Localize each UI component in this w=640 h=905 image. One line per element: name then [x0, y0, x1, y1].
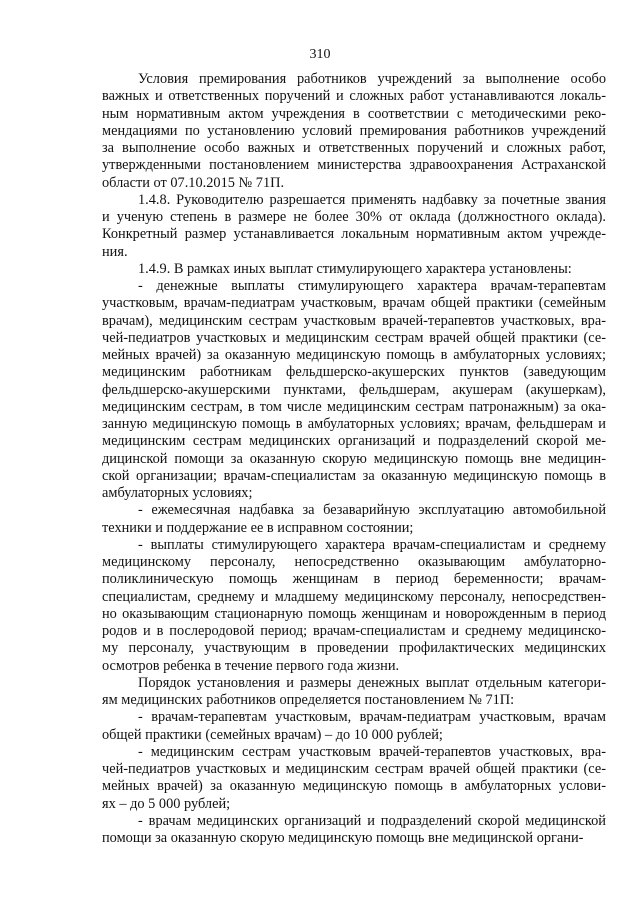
text-line: общей практики (семейных врачам) – до 10 000 рублей; — [102, 726, 443, 743]
text-line: за выполнение особо важных и ответственных поручений и сложных работ, — [102, 140, 606, 156]
text-line: - выплаты стимулирующего характера врачам-специалистам и среднему — [138, 536, 606, 553]
text-line: му персоналу, участвующим в проведении профилактических медицинских — [102, 640, 606, 657]
text-line: области от 07.10.2015 № 71П. — [102, 174, 285, 191]
text-line: чей-педиатров участковых и медицинским сестрам врачей общей практики (се- — [102, 329, 606, 346]
paragraph — [102, 278, 606, 502]
paragraph — [102, 744, 606, 813]
text-line: 1.4.9. В рамках иных выплат стимулирующего характера установлены: — [138, 260, 572, 277]
text-line: но оказывающим стационарную помощь женщинам и новорожденным в период — [102, 605, 606, 622]
text-line: осмотров ребенка в течение первого года жизни. — [102, 657, 400, 674]
text-line: помощи за оказанную скорую медицинскую помощь вне медицинской органи- — [102, 830, 584, 846]
text-line: врачам), медицинским сестрам участковым врачей-терапевтов участковых, вра- — [102, 312, 606, 329]
text-line: - врачам-терапевтам участковым, врачам-педиатрам участковым, врачам — [138, 709, 606, 726]
text-line: утвержденными постановлением министерства здравоохранения Астраханской — [102, 157, 606, 174]
text-line: поликлиническую помощь женщинам в период беременности; врачам- — [102, 571, 606, 588]
text-line: амбулаторных условиях; — [102, 485, 253, 501]
text-line: Условия премирования работников учреждений за выполнение особо — [138, 71, 606, 87]
text-line: ным нормативным актом учреждения в соответствии с методическими реко- — [102, 105, 606, 122]
text-line: специалистам, среднему и младшему медицинскому персоналу, непосредствен- — [102, 588, 606, 605]
text-line: ям медицинских работников определяется постановлением № 71П: — [102, 692, 515, 708]
text-line: медицинским работникам фельдшерско-акушерских пунктов (заведующим — [102, 364, 606, 381]
text-line: - медицинским сестрам участковым врачей-терапевтов участковых, вра- — [138, 743, 606, 760]
text-line: чей-педиатров участковых и медицинским сестрам врачей общей практики (се- — [102, 761, 606, 777]
text-line: ях – до 5 000 рублей; — [102, 795, 231, 812]
paragraph — [102, 675, 606, 710]
body-text — [102, 71, 606, 847]
text-line: мейных врачей) за оказанную медицинскую помощь в амбулаторных услови- — [102, 778, 606, 795]
text-line: мейных врачей) за оказанную медицинскую помощь в амбулаторных условиях; — [102, 347, 606, 363]
paragraph — [102, 192, 606, 261]
text-line: фельдшерско-акушерскими пунктами, фельдшерам, акушерам (акушеркам), — [102, 381, 606, 398]
text-line: - ежемесячная надбавка за безаварийную эксплуатацию автомобильной — [138, 502, 606, 519]
text-line: ской организации; врачам-специалистам за оказанную медицинскую помощь в — [102, 467, 606, 484]
paragraph — [102, 261, 606, 278]
text-line: мендациями по установлению условий премирования работников учреждений — [102, 122, 606, 139]
text-line: 1.4.8. Руководителю разрешается применять надбавку за почетные звания — [138, 191, 606, 208]
text-line: занную медицинскую помощь в амбулаторных условиях; врачам, фельдшерам и — [102, 416, 606, 432]
text-line: - денежные выплаты стимулирующего характера врачам-терапевтам — [138, 278, 606, 294]
paragraph — [102, 709, 606, 744]
text-line: и ученую степень в размере не более 30% от оклада (должностного оклада). — [102, 209, 606, 225]
text-line: Конкретный размер устанавливается локальным нормативным актом учрежде- — [102, 226, 606, 243]
page-number: 310 — [309, 47, 331, 62]
text-line: - врачам медицинских организаций и подразделений скорой медицинской — [138, 812, 606, 829]
paragraph — [102, 502, 606, 537]
paragraph — [102, 813, 606, 848]
text-line: дицинской помощи за оказанную скорую медицинскую помощь вне медицин- — [102, 450, 606, 467]
text-line: участковым, врачам-педиатрам участковым, врачам общей практики (семейным — [102, 295, 606, 312]
text-line: медицинскому персоналу, непосредственно оказывающим амбулаторно- — [102, 554, 606, 570]
text-line: медицинским сестрам, в том числе медицинским сестрам патронажным) за ока- — [102, 398, 606, 415]
text-line: ния. — [102, 243, 128, 260]
text-line: родов и в послеродовой период; врачам-специалистам и среднему медицинско- — [102, 623, 606, 639]
paragraph — [102, 71, 606, 192]
text-line: важных и ответственных поручений и сложных работ устанавливаются локаль- — [102, 88, 606, 105]
paragraph — [102, 537, 606, 675]
text-line: медицинским сестрам медицинских организаций и подразделений скорой ме- — [102, 433, 606, 450]
text-line: Порядок установления и размеры денежных выплат отдельным категори- — [138, 674, 606, 691]
text-line: техники и поддержание ее в исправном состоянии; — [102, 519, 414, 536]
